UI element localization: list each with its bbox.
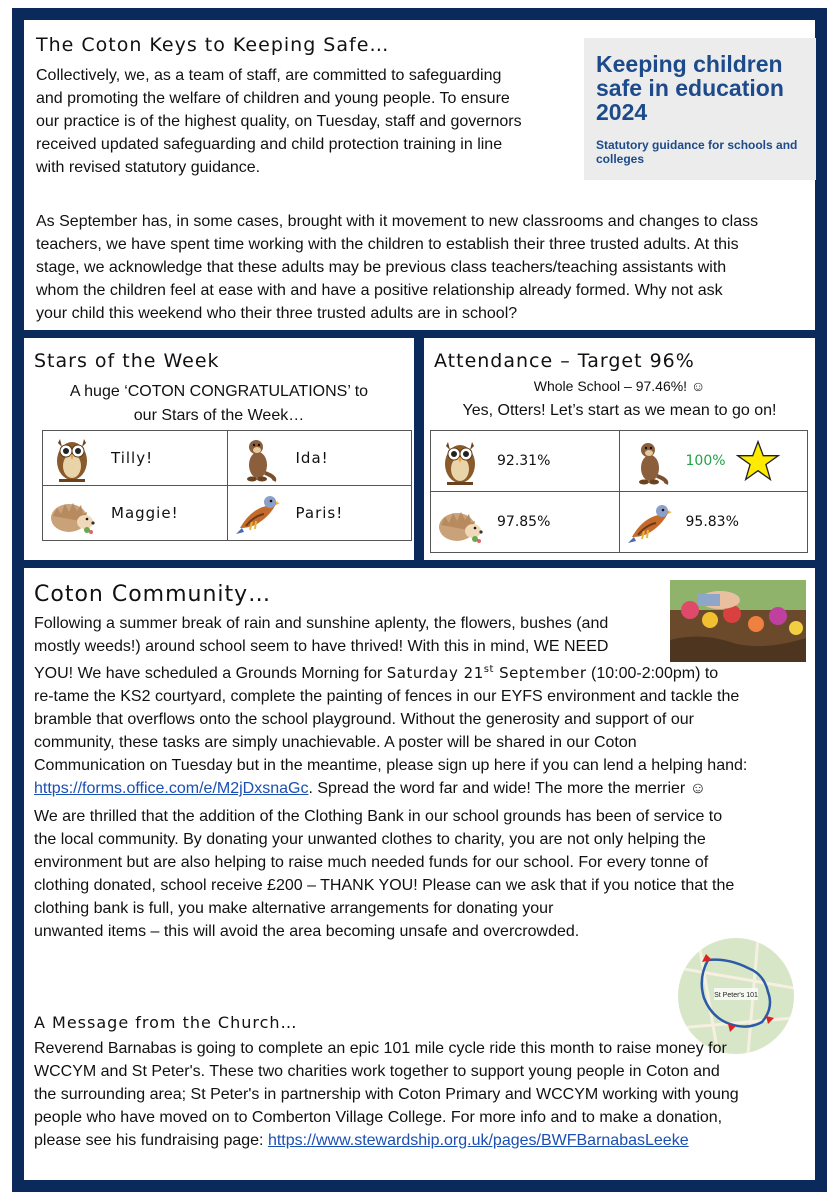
para-line: people who have moved on to Comberton Village College. For more info and to make a donation,: [34, 1109, 723, 1126]
clothing-bank-paragraph: [34, 805, 804, 943]
stars-sub-line: A huge ‘COTON CONGRATULATIONS’ to: [69, 383, 369, 400]
stars-heading: Stars of the Week: [34, 350, 220, 372]
para-line: [34, 1129, 804, 1152]
para-line: clothing bank is full, you make alternative arrangements for donating your: [34, 900, 554, 917]
map-label: St Peter's 101: [714, 992, 758, 999]
kestrel-icon: [624, 497, 674, 547]
attendance-value: 100%: [685, 453, 726, 469]
para-line: Reverend Barnabas is going to complete an epic 101 mile cycle ride this month to raise money for: [34, 1040, 727, 1057]
kcsie-title: [596, 52, 804, 124]
otter-icon: [624, 436, 674, 486]
owl-icon: [47, 433, 97, 483]
intro-line: and promoting the welfare of children and young people. To ensure: [36, 90, 510, 107]
para-line: community, these tasks are simply unachievable. A poster will be shared in our Coton: [34, 734, 637, 751]
star-cell-hedgehogs: [43, 486, 228, 541]
hedgehog-icon: [435, 497, 485, 547]
star-name: Maggie!: [111, 504, 179, 522]
stars-table: [42, 430, 412, 541]
star-cell-owls: [43, 431, 228, 486]
keeping-safe-section: [24, 20, 815, 330]
trusted-adults-paragraph: [36, 210, 806, 325]
para-line: WCCYM and St Peter's. These two charities work together to support young people in Coton and: [34, 1063, 720, 1080]
para-line: Communication on Tuesday but in the meantime, please sign up here if you can lend a helping hand:: [34, 757, 748, 774]
para-line: We are thrilled that the addition of the Clothing Bank in our school grounds has been of service to: [34, 808, 723, 825]
para-line: the surrounding area; St Peter's in partnership with Coton Primary and WCCYM working with young: [34, 1086, 739, 1103]
para-line: clothing donated, school receive £200 – THANK YOU! Please can we ask that if you notice that the: [34, 877, 735, 894]
para-line: environment but are also helping to raise much needed funds for our school. For every tonne of: [34, 854, 709, 871]
text-run: please see his fundraising page:: [34, 1132, 268, 1149]
kcsie-title-line: Keeping children: [596, 51, 783, 77]
text-run: . Spread the word far and wide! The more the merrier ☺: [308, 780, 707, 797]
keeping-safe-intro: [36, 64, 556, 179]
event-date: [387, 664, 587, 682]
signup-form-link[interactable]: https://forms.office.com/e/M2jDxsnaGc: [34, 780, 309, 797]
attendance-cell-hedgehogs: [431, 492, 620, 553]
star-icon: [736, 439, 780, 483]
para-line: [34, 777, 804, 800]
stars-sub-line: our Stars of the Week…: [133, 407, 305, 424]
grounds-morning-paragraph: [34, 612, 804, 800]
star-cell-otters: [227, 431, 412, 486]
para-line: whom the children feel at ease with and have a positive relationship already formed. Why not ask: [36, 282, 723, 299]
para-line: stage, we acknowledge that these adults may be previous class teachers/teaching assistants with: [36, 259, 727, 276]
attendance-value: 95.83%: [685, 514, 739, 530]
attendance-cell-owls: [431, 431, 620, 492]
church-heading: A Message from the Church…: [34, 1013, 298, 1032]
kestrel-icon: [232, 488, 282, 538]
text-run: (10:00-2:00pm) to: [586, 665, 719, 682]
star-name: Tilly!: [111, 449, 154, 467]
attendance-cell-kestrels: [619, 492, 808, 553]
intro-line: with revised statutory guidance.: [36, 159, 261, 176]
kcsie-subtitle: [596, 138, 804, 166]
para-line: mostly weeds!) around school seem to have thrived! With this in mind, WE NEED: [34, 638, 609, 655]
kcsie-2024-badge: [584, 38, 816, 180]
whole-school-attendance: Whole School – 97.46%! ☺: [533, 378, 706, 394]
otter-icon: [232, 433, 282, 483]
para-line: [34, 658, 804, 685]
kcsie-subtitle-line: colleges: [596, 152, 645, 166]
community-heading: Coton Community…: [34, 582, 272, 607]
attendance-table: [430, 430, 808, 553]
fundraising-page-link[interactable]: https://www.stewardship.org.uk/pages/BWFBarnabasLeeke: [267, 1132, 689, 1149]
hedgehog-icon: [47, 488, 97, 538]
kcsie-title-line: safe in education: [596, 75, 784, 101]
para-line: your child this weekend who their three trusted adults are in school?: [36, 305, 518, 322]
star-name: Ida!: [295, 449, 329, 467]
para-line: bramble that overflows onto the school playground. Without the generosity and support of our: [34, 711, 694, 728]
star-cell-kestrels: [227, 486, 412, 541]
church-message-paragraph: [34, 1037, 804, 1152]
event-date-suffix: st: [483, 664, 494, 675]
stars-subheading: [34, 380, 404, 428]
event-date-month: September: [493, 664, 587, 682]
para-line: teachers, we have spent time working with the children to establish their three trusted adults. At this: [36, 236, 739, 253]
community-section: [24, 568, 815, 1180]
kcsie-title-line: 2024: [596, 99, 648, 125]
text-run: YOU! We have scheduled a Grounds Morning for: [34, 665, 387, 682]
kcsie-subtitle-line: Statutory guidance for schools and: [596, 138, 798, 152]
para-line: Following a summer break of rain and sunshine aplenty, the flowers, bushes (and: [34, 615, 609, 632]
para-line: the local community. By donating your unwanted clothes to charity, you are not only helping the: [34, 831, 706, 848]
intro-line: received updated safeguarding and child protection training in line: [36, 136, 503, 153]
intro-line: Collectively, we, as a team of staff, are committed to safeguarding: [36, 67, 502, 84]
newsletter-frame: [12, 8, 827, 1192]
keeping-safe-heading: The Coton Keys to Keeping Safe…: [36, 34, 390, 56]
stars-of-week-section: [24, 338, 414, 560]
attendance-value: 92.31%: [497, 453, 551, 469]
attendance-heading: Attendance – Target 96%: [434, 350, 695, 372]
attendance-cell-otters: [619, 431, 808, 492]
para-line: unwanted items – this will avoid the area becoming unsafe and overcrowded.: [34, 923, 580, 940]
owl-icon: [435, 436, 485, 486]
event-date-day: Saturday 21: [386, 664, 484, 682]
intro-line: our practice is of the highest quality, on Tuesday, staff and governors: [36, 113, 522, 130]
para-line: re-tame the KS2 courtyard, complete the painting of fences in our EYFS environment and tackle the: [34, 688, 740, 705]
attendance-section: [424, 338, 815, 560]
attendance-value: 97.85%: [497, 514, 551, 530]
para-line: As September has, in some cases, brought with it movement to new classrooms and changes to class: [36, 213, 759, 230]
attendance-tagline: Yes, Otters! Let’s start as we mean to go on!: [462, 402, 777, 419]
star-name: Paris!: [295, 504, 344, 522]
